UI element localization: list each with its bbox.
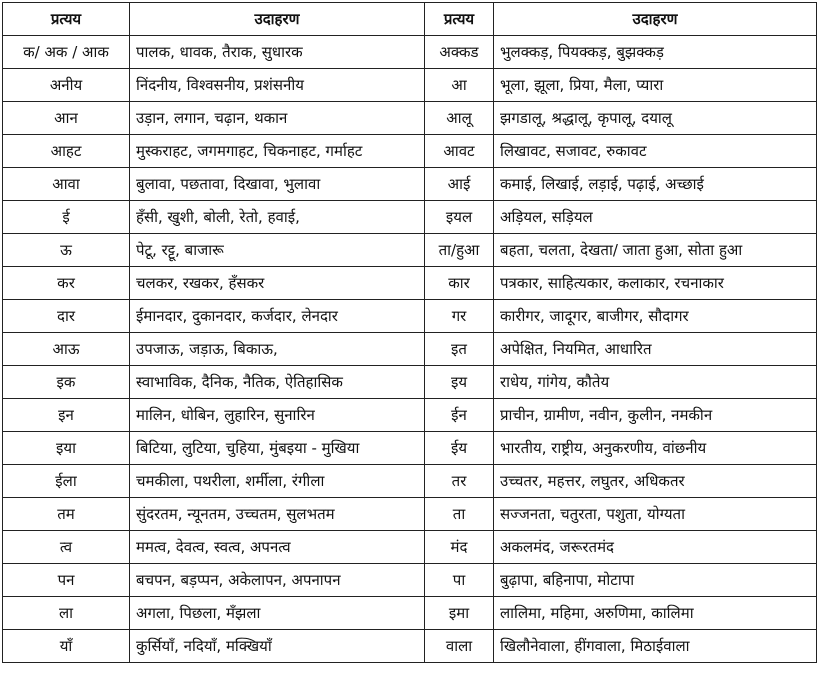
suffix-cell: ऊ <box>3 234 130 267</box>
example-cell: बिटिया, लुटिया, चुहिया, मुंबइया - मुखिया <box>130 432 425 465</box>
suffix-cell: इया <box>3 432 130 465</box>
header-suffix-right: प्रत्यय <box>425 3 494 36</box>
table-row <box>3 630 817 663</box>
example-cell: पालक, धावक, तैराक, सुधारक <box>130 36 425 69</box>
example-cell: उच्चतर, महत्तर, लघुतर, अधिकतर <box>494 465 817 498</box>
header-example-right: उदाहरण <box>494 3 817 36</box>
suffix-cell: आहट <box>3 135 130 168</box>
suffix-cell: आलू <box>425 102 494 135</box>
suffix-cell: आई <box>425 168 494 201</box>
suffix-cell: आन <box>3 102 130 135</box>
suffix-cell: आऊ <box>3 333 130 366</box>
suffix-cell: इय <box>425 366 494 399</box>
example-cell: खिलौनेवाला, हींगवाला, मिठाईवाला <box>494 630 817 663</box>
suffix-cell: अनीय <box>3 69 130 102</box>
suffix-cell: पन <box>3 564 130 597</box>
table-row <box>3 102 817 135</box>
table-row <box>3 135 817 168</box>
example-cell: पत्रकार, साहित्यकार, कलाकार, रचनाकार <box>494 267 817 300</box>
example-cell: भारतीय, राष्ट्रीय, अनुकरणीय, वांछनीय <box>494 432 817 465</box>
suffix-cell: गर <box>425 300 494 333</box>
table-row <box>3 531 817 564</box>
example-cell: उपजाऊ, जड़ाऊ, बिकाऊ, <box>130 333 425 366</box>
table-row <box>3 267 817 300</box>
example-cell: चलकर, रखकर, हँसकर <box>130 267 425 300</box>
suffix-cell: आवट <box>425 135 494 168</box>
table-row <box>3 432 817 465</box>
suffix-cell: त्व <box>3 531 130 564</box>
table-row <box>3 36 817 69</box>
table-row <box>3 201 817 234</box>
suffix-cell: कार <box>425 267 494 300</box>
example-cell: भूला, झूला, प्रिया, मैला, प्यारा <box>494 69 817 102</box>
example-cell: स्वाभाविक, दैनिक, नैतिक, ऐतिहासिक <box>130 366 425 399</box>
example-cell: ईमानदार, दुकानदार, कर्जदार, लेनदार <box>130 300 425 333</box>
example-cell: पेटू, रट्टू, बाजारू <box>130 234 425 267</box>
suffix-cell: ईला <box>3 465 130 498</box>
table-row <box>3 399 817 432</box>
example-cell: बहता, चलता, देखता/ जाता हुआ, सोता हुआ <box>494 234 817 267</box>
example-cell: राधेय, गांगेय, कौतेय <box>494 366 817 399</box>
table-row <box>3 465 817 498</box>
suffix-cell: ता <box>425 498 494 531</box>
suffix-cell: इमा <box>425 597 494 630</box>
example-cell: भुलक्कड़, पियक्कड़, बुझक्कड़ <box>494 36 817 69</box>
example-cell: बुलावा, पछतावा, दिखावा, भुलावा <box>130 168 425 201</box>
table-row <box>3 366 817 399</box>
example-cell: बुढ़ापा, बहिनापा, मोटापा <box>494 564 817 597</box>
suffix-cell: इत <box>425 333 494 366</box>
suffix-cell: कर <box>3 267 130 300</box>
table-row <box>3 234 817 267</box>
table-row <box>3 498 817 531</box>
table-row <box>3 564 817 597</box>
suffix-cell: आ <box>425 69 494 102</box>
example-cell: लालिमा, महिमा, अरुणिमा, कालिमा <box>494 597 817 630</box>
example-cell: कमाई, लिखाई, लड़ाई, पढ़ाई, अच्छाई <box>494 168 817 201</box>
suffix-cell: मंद <box>425 531 494 564</box>
table-row <box>3 69 817 102</box>
header-suffix-left: प्रत्यय <box>3 3 130 36</box>
suffix-cell: आवा <box>3 168 130 201</box>
suffix-cell: पा <box>425 564 494 597</box>
example-cell: सज्जनता, चतुरता, पशुता, योग्यता <box>494 498 817 531</box>
suffix-cell: याँ <box>3 630 130 663</box>
table-header-row <box>3 3 817 36</box>
suffix-cell: तम <box>3 498 130 531</box>
suffix-examples-table <box>2 2 817 663</box>
example-cell: मालिन, धोबिन, लुहारिन, सुनारिन <box>130 399 425 432</box>
table-row <box>3 597 817 630</box>
table-row <box>3 300 817 333</box>
example-cell: अपेक्षित, नियमित, आधारित <box>494 333 817 366</box>
example-cell: झगडालू, श्रद्धालू, कृपालू, दयालू <box>494 102 817 135</box>
suffix-cell: ईय <box>425 432 494 465</box>
suffix-cell: तर <box>425 465 494 498</box>
example-cell: अगला, पिछला, मँझला <box>130 597 425 630</box>
suffix-cell: इक <box>3 366 130 399</box>
suffix-cell: ई <box>3 201 130 234</box>
example-cell: हँसी, खुशी, बोली, रेतो, हवाई, <box>130 201 425 234</box>
suffix-cell: इन <box>3 399 130 432</box>
suffix-cell: ला <box>3 597 130 630</box>
example-cell: ममत्व, देवत्व, स्वत्व, अपनत्व <box>130 531 425 564</box>
example-cell: लिखावट, सजावट, रुकावट <box>494 135 817 168</box>
suffix-cell: ता/हुआ <box>425 234 494 267</box>
example-cell: उड़ान, लगान, चढ़ान, थकान <box>130 102 425 135</box>
suffix-cell: दार <box>3 300 130 333</box>
header-example-left: उदाहरण <box>130 3 425 36</box>
example-cell: अकलमंद, जरूरतमंद <box>494 531 817 564</box>
table-row <box>3 333 817 366</box>
example-cell: प्राचीन, ग्रामीण, नवीन, कुलीन, नमकीन <box>494 399 817 432</box>
table-row <box>3 168 817 201</box>
suffix-cell: अक्कड <box>425 36 494 69</box>
suffix-cell: इयल <box>425 201 494 234</box>
example-cell: चमकीला, पथरीला, शर्मीला, रंगीला <box>130 465 425 498</box>
example-cell: मुस्कराहट, जगमगाहट, चिकनाहट, गर्माहट <box>130 135 425 168</box>
example-cell: बचपन, बड़प्पन, अकेलापन, अपनापन <box>130 564 425 597</box>
example-cell: कारीगर, जादूगर, बाजीगर, सौदागर <box>494 300 817 333</box>
suffix-cell: ईन <box>425 399 494 432</box>
suffix-cell: वाला <box>425 630 494 663</box>
table-body <box>3 36 817 663</box>
example-cell: सुंदरतम, न्यूनतम, उच्चतम, सुलभतम <box>130 498 425 531</box>
example-cell: कुर्सियाँ, नदियाँ, मक्खियाँ <box>130 630 425 663</box>
suffix-cell: क/ अक / आक <box>3 36 130 69</box>
example-cell: निंदनीय, विश्वसनीय, प्रशंसनीय <box>130 69 425 102</box>
example-cell: अड़ियल, सड़ियल <box>494 201 817 234</box>
